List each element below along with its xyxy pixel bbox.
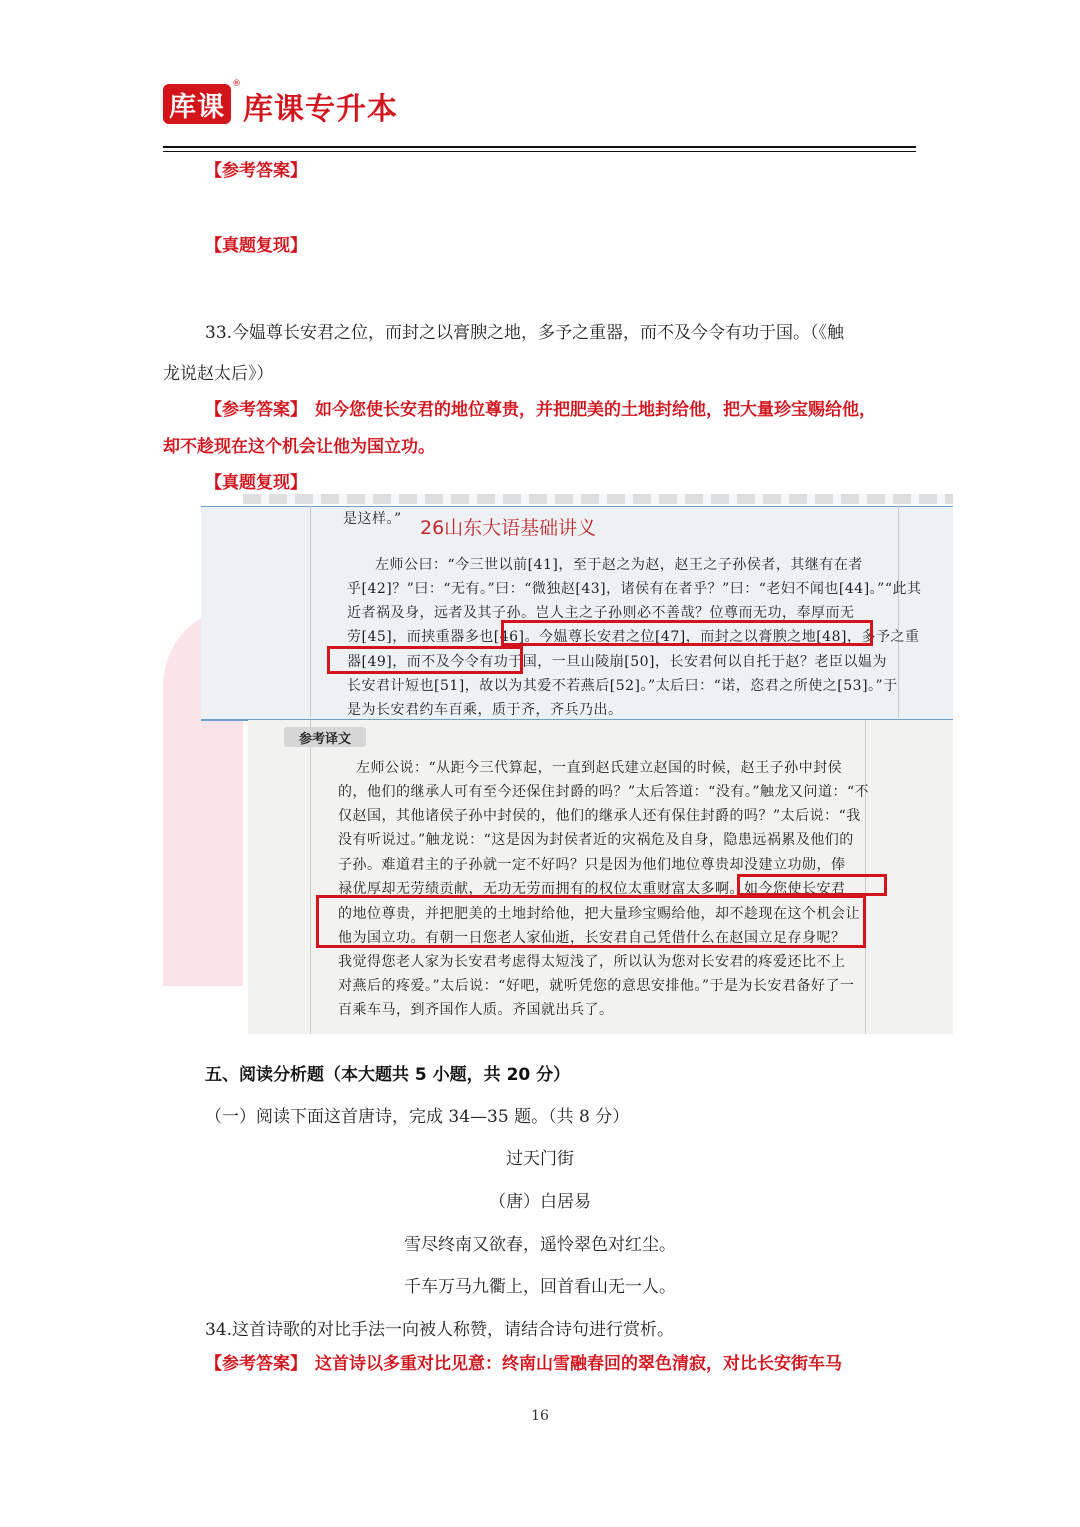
header-rule-thin bbox=[163, 151, 916, 152]
margin-line bbox=[898, 506, 899, 718]
highlight-box bbox=[327, 646, 523, 674]
translation-line: 他为国立功。有朝一日您老人家仙逝，长安君自己凭借什么在赵国立足存身呢？ bbox=[338, 930, 846, 946]
translation-line: 禄优厚却无劳绩贡献，无功无劳而拥有的权位太重财富太多啊。如今您使长安君 bbox=[338, 881, 846, 897]
translation-line: 的，他们的继承人可有至今还保住封爵的吗？”太后答道：“没有。”触龙又问道：“不 bbox=[338, 784, 870, 800]
toolbar-strip bbox=[243, 494, 953, 504]
page-number: 16 bbox=[531, 1408, 549, 1424]
answer-33-tag: 【参考答案】 bbox=[205, 400, 307, 420]
lecture-screenshot bbox=[163, 494, 953, 1034]
section-heading: 五、阅读分析题（本大题共 5 小题，共 20 分） bbox=[205, 1065, 571, 1085]
registered-mark: ® bbox=[232, 79, 241, 89]
original-line: 器[49]，而不及今令有功于国，一旦山陵崩[50]，长安君何以自托于赵？老臣以媪为 bbox=[347, 654, 887, 670]
header-rule bbox=[163, 146, 916, 148]
poem-line: 千车万马九衢上，回首看山无一人。 bbox=[404, 1277, 676, 1297]
question-34: 34.这首诗歌的对比手法一向被人称赞，请结合诗句进行赏析。 bbox=[205, 1320, 675, 1340]
original-line: 是为长安君约车百乘，质于齐，齐兵乃出。 bbox=[347, 702, 623, 718]
question-33-line1: 33.今媪尊长安君之位，而封之以膏腴之地，多予之重器，而不及今令有功于国。（《触 bbox=[205, 323, 845, 343]
partial-line: 是这样。” bbox=[343, 511, 402, 527]
real-question-tag: 【真题复现】 bbox=[205, 236, 307, 256]
translation-line: 仅赵国，其他诸侯子孙中封侯的，他们的继承人还有保住封爵的吗？”太后说：“我 bbox=[338, 808, 861, 824]
poem-line: 雪尽终南又欲春，遥怜翠色对红尘。 bbox=[404, 1235, 676, 1255]
question-33-line2: 龙说赵太后》） bbox=[163, 364, 274, 384]
brand-title: 库课专升本 bbox=[243, 92, 398, 127]
highlight-box bbox=[316, 895, 866, 948]
margin-line bbox=[310, 720, 311, 1034]
logo: 库课 bbox=[163, 84, 231, 124]
translation-tag: 参考译文 bbox=[284, 727, 366, 747]
original-line: 近者祸及身，远者及其子孙。岂人主之子孙则必不善哉？位尊而无功，奉厚而无 bbox=[347, 605, 855, 621]
translation-line: 左师公说：“从距今三代算起，一直到赵氏建立赵国的时候，赵王子孙中封侯 bbox=[356, 760, 843, 776]
poem-title: 过天门街 bbox=[506, 1149, 574, 1169]
subsection-instruction: （一）阅读下面这首唐诗，完成 34—35 题。（共 8 分） bbox=[205, 1107, 630, 1127]
original-line: 长安君计短也[51]，故以为其爱不若燕后[52]。”太后曰：“诺，恣君之所使之[53]。”于 bbox=[347, 678, 898, 694]
real-question-tag: 【真题复现】 bbox=[205, 473, 307, 493]
translation-line: 子孙。难道君主的子孙就一定不好吗？只是因为他们地位尊贵却没建立功勋，俸 bbox=[338, 857, 846, 873]
original-line: 劳[45]，而挟重器多也[46]。今媪尊长安君之位[47]，而封之以膏腴之地[48]，多予之重 bbox=[347, 629, 920, 645]
highlight-box bbox=[737, 874, 887, 896]
original-line: 乎[42]？”曰：“无有。”曰：“微独赵[43]，诸侯有在者乎？”曰：“老妇不闻也[44]。”“此其 bbox=[347, 581, 922, 597]
poem-author: （唐）白居易 bbox=[489, 1192, 591, 1212]
translation-line: 我觉得您老人家为长安君考虑得太短浅了，所以认为您对长安君的疼爱还比不上 bbox=[338, 954, 846, 970]
translation-line: 没有听说过。”触龙说：“这是因为封侯者近的灾祸危及自身，隐患远祸累及他们的 bbox=[338, 832, 854, 848]
answer-tag: 【参考答案】 bbox=[205, 161, 307, 181]
answer-33-line2: 却不趁现在这个机会让他为国立功。 bbox=[163, 437, 435, 457]
answer-34-text: 这首诗以多重对比见意：终南山雪融春回的翠色清寂，对比长安街车马 bbox=[315, 1354, 842, 1374]
answer-33-line1: 如今您使长安君的地位尊贵，并把肥美的土地封给他，把大量珍宝赐给他， bbox=[315, 400, 876, 420]
highlight-box bbox=[501, 620, 873, 646]
margin-line bbox=[310, 506, 311, 718]
lecture-title: 26山东大语基础讲义 bbox=[420, 517, 597, 539]
translation-line: 的地位尊贵，并把肥美的土地封给他，把大量珍宝赐给他，却不趁现在这个机会让 bbox=[338, 906, 860, 922]
translation-line: 百乘车马，到齐国作人质。齐国就出兵了。 bbox=[338, 1002, 614, 1018]
original-line: 左师公曰：“今三世以前[41]，至于赵之为赵，赵王之子孙侯者，其继有在者 bbox=[375, 557, 863, 573]
translation-line: 对燕后的疼爱。”太后说：“好吧，就听凭您的意思安排他。”于是为长安君备好了一 bbox=[338, 978, 855, 994]
answer-34-tag: 【参考答案】 bbox=[205, 1354, 307, 1374]
